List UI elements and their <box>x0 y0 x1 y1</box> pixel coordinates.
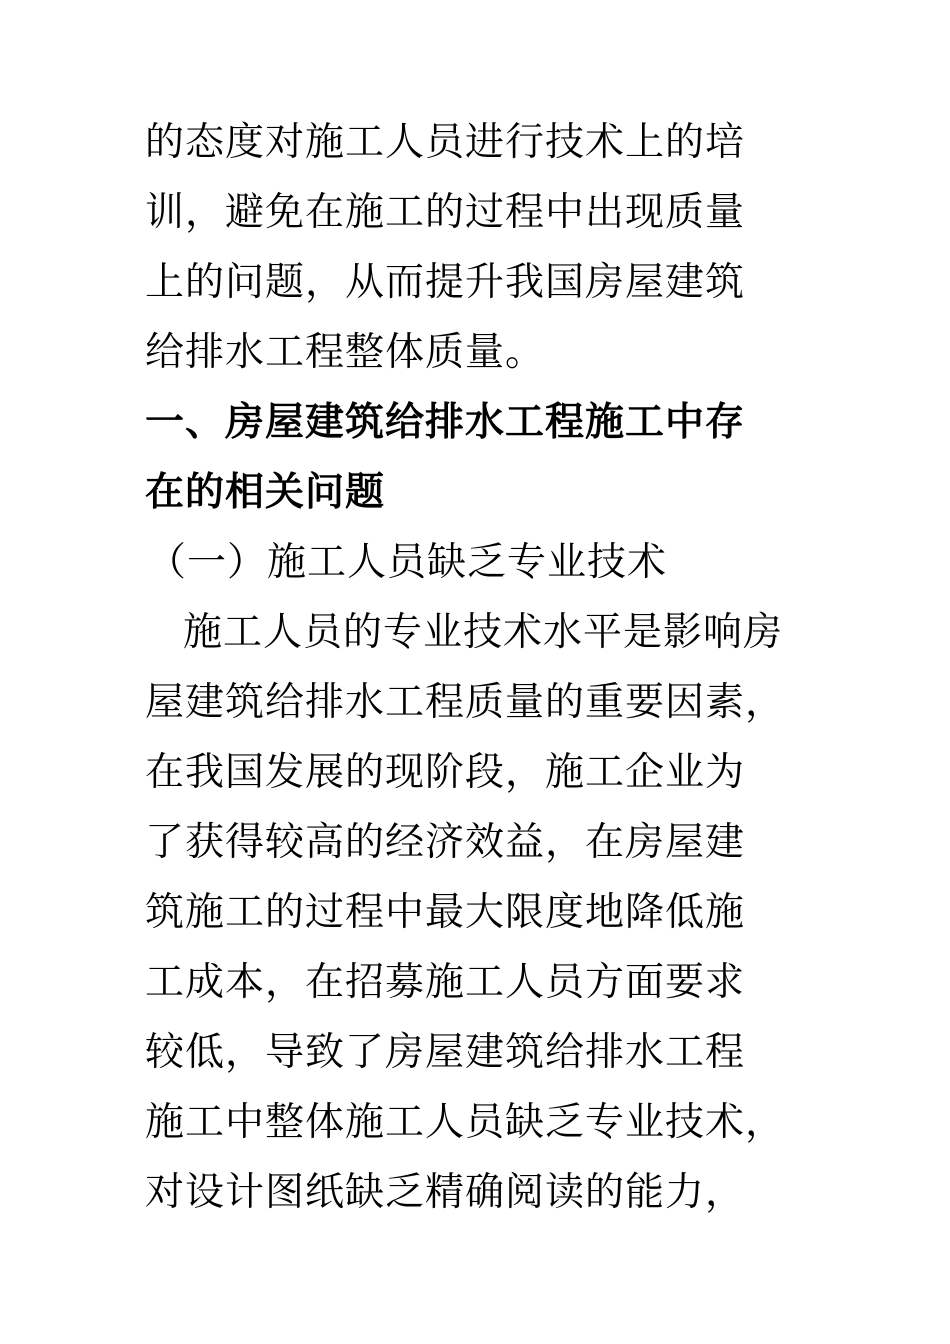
text-line: 工成本，在招募施工人员方面要求 <box>145 960 746 1005</box>
section-heading-line: 在的相关问题 <box>145 470 386 515</box>
text-line: 上的问题，从而提升我国房屋建筑 <box>145 260 746 305</box>
text-line: 对设计图纸缺乏精确阅读的能力， <box>145 1170 746 1215</box>
text-line: 了获得较高的经济效益，在房屋建 <box>145 820 746 865</box>
text-line: 施工人员的专业技术水平是影响房 <box>183 610 784 655</box>
subsection-heading: （一）施工人员缺乏专业技术 <box>147 540 668 585</box>
text-line: 给排水工程整体质量。 <box>145 330 546 375</box>
document-content <box>145 108 810 1228</box>
text-line: 施工中整体施工人员缺乏专业技术， <box>145 1100 786 1145</box>
text-line: 的态度对施工人员进行技术上的培 <box>145 120 746 165</box>
body-paragraph <box>145 598 810 1228</box>
text-line: 在我国发展的现阶段，施工企业为 <box>145 750 746 795</box>
text-line: 筑施工的过程中最大限度地降低施 <box>145 890 746 935</box>
text-line: 屋建筑给排水工程质量的重要因素， <box>145 680 786 725</box>
section-heading <box>145 388 810 528</box>
intro-paragraph <box>145 108 810 388</box>
text-line: 较低，导致了房屋建筑给排水工程 <box>145 1030 746 1075</box>
text-line: 训，避免在施工的过程中出现质量 <box>145 190 746 235</box>
section-heading-line: 一、房屋建筑给排水工程施工中存 <box>145 400 746 445</box>
